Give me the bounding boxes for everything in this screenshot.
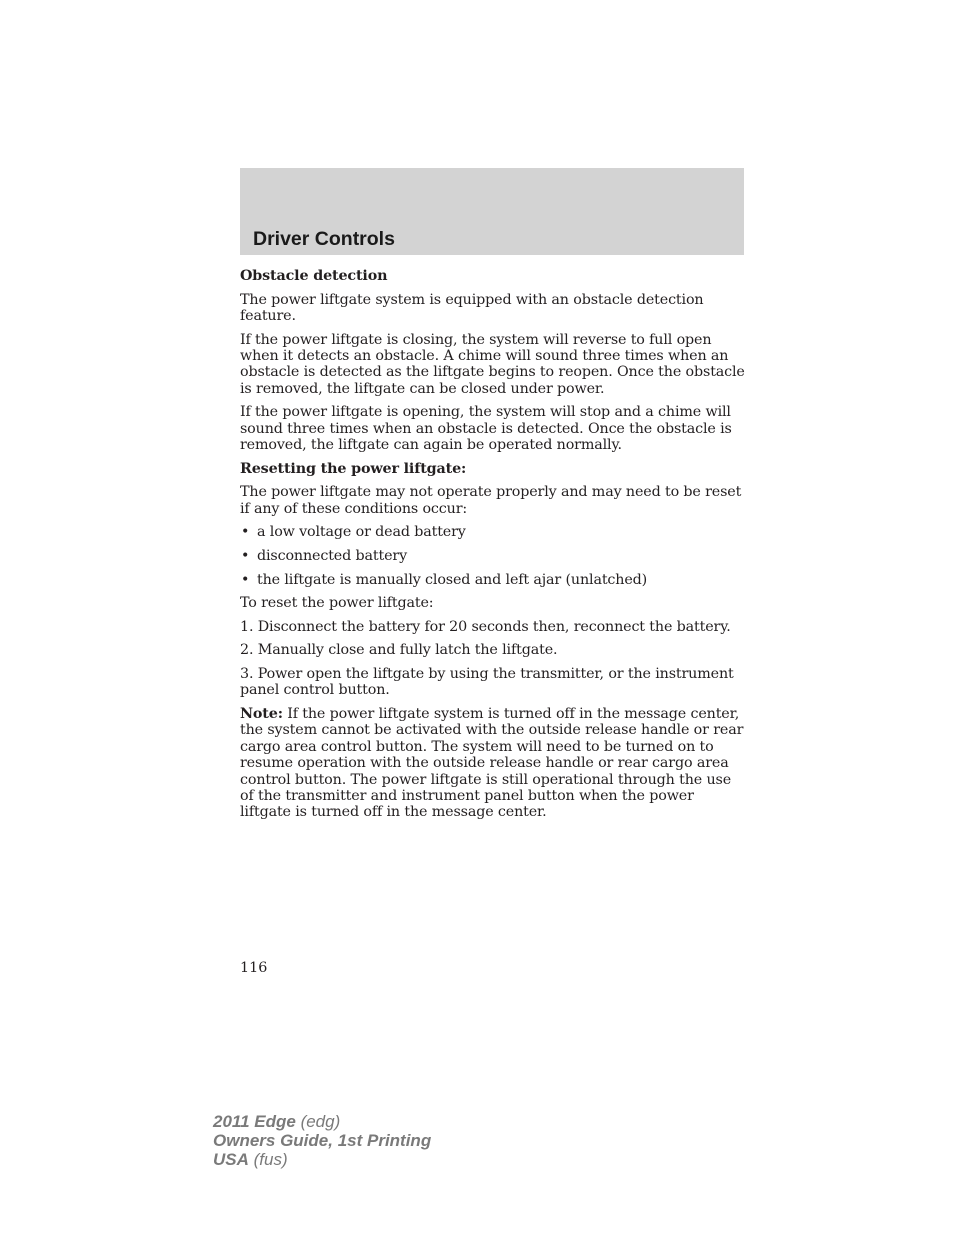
footer xyxy=(213,1112,431,1170)
bullet-item xyxy=(240,572,746,588)
note-paragraph xyxy=(240,706,746,821)
footer-line-guide xyxy=(213,1131,431,1150)
bullet-item xyxy=(240,548,746,564)
page-content xyxy=(240,268,746,828)
paragraph: The power liftgate system is equipped with an obstacle detection feature. xyxy=(240,291,704,324)
footer-guide: Owners Guide, 1st Printing xyxy=(213,1131,432,1151)
bullet-icon: • xyxy=(241,548,250,564)
paragraph: If the power liftgate is opening, the system will stop and a chime will sound three times when an obstacle is detected. Once the obstacle is removed, the liftgate can again be operated normally. xyxy=(240,404,732,454)
resetting-heading: Resetting the power liftgate: xyxy=(240,460,467,477)
bullet-text: a low voltage or dead battery xyxy=(257,524,466,541)
footer-model: 2011 Edge xyxy=(213,1112,296,1131)
paragraph: The power liftgate may not operate properly and may need to be reset if any of these conditions occur: xyxy=(240,484,742,517)
note-label: Note: xyxy=(240,705,283,722)
footer-line-market xyxy=(213,1150,431,1169)
note-text: If the power liftgate system is turned off in the message center, the system cannot be activated with the outside release handle or rear cargo area control button. The system will need to be turned on to resume operation with the outside release handle or rear cargo area control button. The power liftgate is still operational through the use of the transmitter and instrument panel button when the power liftgate is turned off in the message center. xyxy=(240,705,744,821)
page-number: 116 xyxy=(240,960,268,976)
footer-market: USA xyxy=(213,1150,249,1170)
footer-line-model xyxy=(213,1112,431,1131)
bullet-icon: • xyxy=(241,524,250,541)
bullet-icon: • xyxy=(241,571,250,588)
paragraph: To reset the power liftgate: xyxy=(240,595,434,612)
step-item: 3. Power open the liftgate by using the transmitter, or the instrument panel control button. xyxy=(240,665,734,699)
bullet-text: disconnected battery xyxy=(257,548,408,564)
step-item: 2. Manually close and fully latch the liftgate. xyxy=(240,642,558,659)
footer-model-code: (edg) xyxy=(295,1112,341,1131)
paragraph: If the power liftgate is closing, the system will reverse to full open when it detects an obstacle. A chime will sound three times when an obstacle is detected as the liftgate begins to reopen. Once the obstacle is removed, the liftgate can be closed under power. xyxy=(240,331,745,397)
section-header-band xyxy=(240,168,744,255)
obstacle-detection-heading: Obstacle detection xyxy=(240,268,388,284)
section-title: Driver Controls xyxy=(253,228,395,250)
bullet-text: the liftgate is manually closed and left ajar (unlatched) xyxy=(257,571,648,588)
step-item: 1. Disconnect the battery for 20 seconds then, reconnect the battery. xyxy=(240,618,731,635)
bullet-item xyxy=(240,524,746,540)
footer-market-code: (fus) xyxy=(248,1150,288,1170)
